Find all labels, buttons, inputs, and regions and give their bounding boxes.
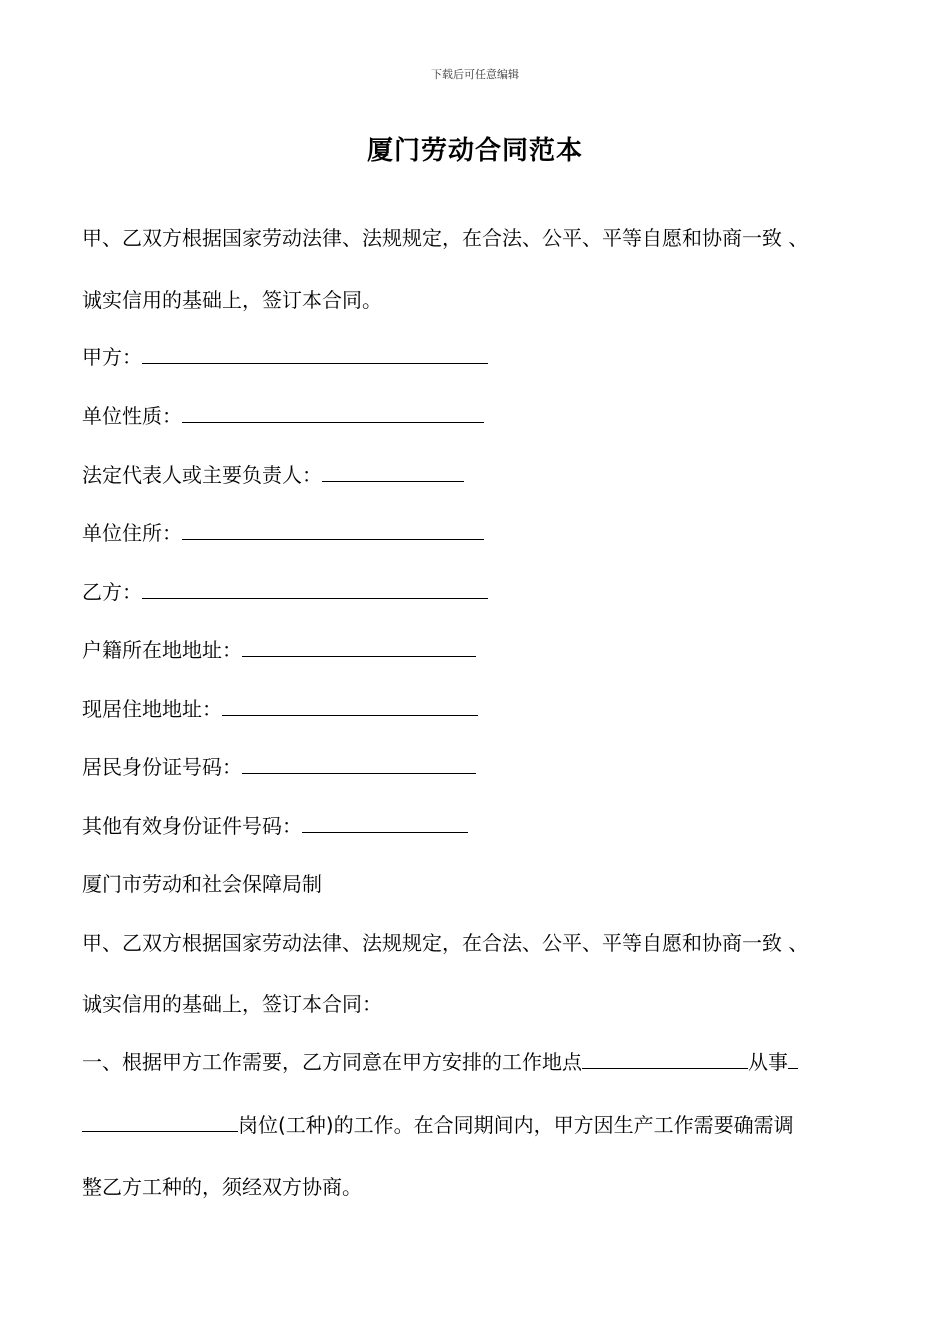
current-address-blank[interactable] xyxy=(222,697,478,716)
clause-text: 从事 xyxy=(748,1050,788,1074)
field-current-address xyxy=(82,695,478,723)
header-note: 下载后可任意编辑 xyxy=(431,68,519,81)
clause-1-line-2 xyxy=(82,1111,794,1139)
household-address-blank[interactable] xyxy=(242,638,476,657)
preamble-line-1: 甲、乙双方根据国家劳动法律、法规规定，在合法、公平、平等自愿和协商一致 、 xyxy=(82,931,809,955)
field-label: 法定代表人或主要负责人： xyxy=(82,463,322,487)
field-label: 户籍所在地地址： xyxy=(82,638,242,662)
field-label: 居民身份证号码： xyxy=(82,755,242,779)
party-b-blank[interactable] xyxy=(142,580,488,599)
preamble-line-2: 诚实信用的基础上，签订本合同： xyxy=(82,992,382,1016)
issuer-line: 厦门市劳动和社会保障局制 xyxy=(82,872,322,896)
intro-line-1: 甲、乙双方根据国家劳动法律、法规规定，在合法、公平、平等自愿和协商一致 、 xyxy=(82,226,809,250)
unit-nature-blank[interactable] xyxy=(182,404,484,423)
clause-text: 岗位(工种)的工作。在合同期间内，甲方因生产工作需要确需调 xyxy=(238,1113,794,1137)
clause-text: 一、根据甲方工作需要，乙方同意在甲方安排的工作地点 xyxy=(82,1050,582,1074)
clause-1-line-1 xyxy=(82,1048,798,1076)
field-label: 单位性质： xyxy=(82,404,182,428)
position-blank-start[interactable] xyxy=(788,1050,798,1069)
field-label: 现居住地地址： xyxy=(82,697,222,721)
field-label: 乙方： xyxy=(82,580,142,604)
work-location-blank[interactable] xyxy=(582,1050,748,1069)
field-unit-address xyxy=(82,519,484,547)
field-other-id-number xyxy=(82,812,468,840)
field-label: 其他有效身份证件号码： xyxy=(82,814,302,838)
document-title: 厦门劳动合同范本 xyxy=(366,136,583,166)
clause-1-line-3: 整乙方工种的，须经双方协商。 xyxy=(82,1175,362,1199)
position-blank[interactable] xyxy=(82,1113,238,1132)
intro-line-2: 诚实信用的基础上，签订本合同。 xyxy=(82,288,382,312)
unit-address-blank[interactable] xyxy=(182,521,484,540)
field-household-address xyxy=(82,636,476,664)
party-a-blank[interactable] xyxy=(142,345,488,364)
field-unit-nature xyxy=(82,402,484,430)
other-id-number-blank[interactable] xyxy=(302,814,468,833)
field-legal-rep xyxy=(82,461,464,489)
field-label: 单位住所： xyxy=(82,521,182,545)
id-number-blank[interactable] xyxy=(242,755,476,774)
field-party-b xyxy=(82,578,488,606)
field-id-number xyxy=(82,753,476,781)
field-party-a xyxy=(82,343,488,371)
legal-rep-blank[interactable] xyxy=(322,463,464,482)
field-label: 甲方： xyxy=(82,345,142,369)
